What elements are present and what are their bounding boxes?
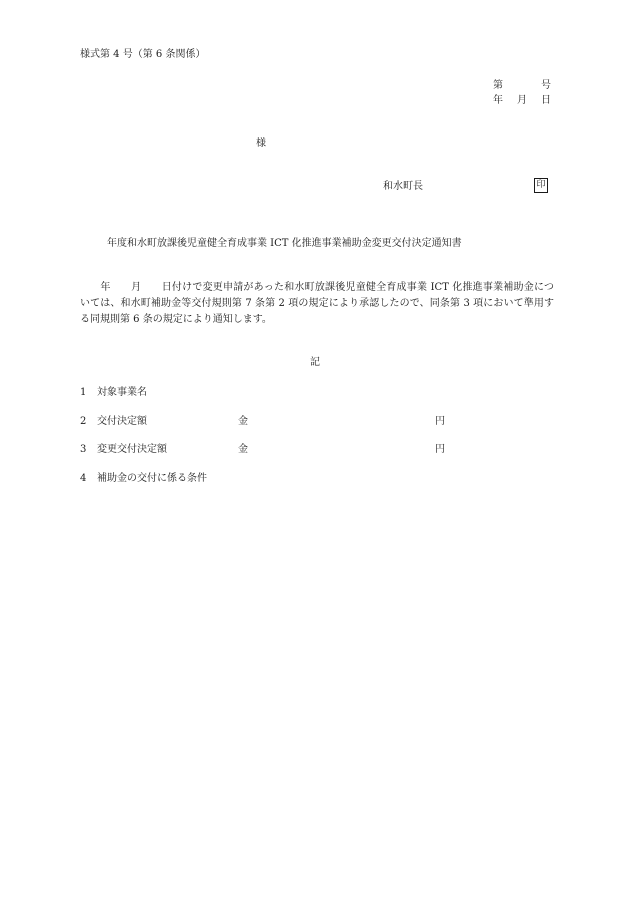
issuer-title: 和水町長 bbox=[383, 181, 423, 192]
list-item-number: 3 bbox=[80, 444, 87, 455]
note-heading: 記 bbox=[310, 357, 320, 368]
seal-mark: 印 bbox=[534, 178, 548, 193]
recipient-honorific: 様 bbox=[256, 138, 266, 149]
list-item-conditions bbox=[80, 472, 207, 485]
list-item-label: 補助金の交付に係る条件 bbox=[97, 473, 207, 484]
list-item-number: 4 bbox=[80, 473, 87, 484]
currency-unit: 円 bbox=[435, 416, 445, 427]
list-item-grant-amount bbox=[80, 415, 147, 428]
currency-prefix: 金 bbox=[238, 444, 248, 455]
list-item-label: 変更交付決定額 bbox=[97, 444, 167, 455]
form-number: 様式第 4 号（第 6 条関係） bbox=[80, 49, 206, 60]
list-item-number: 2 bbox=[80, 416, 87, 427]
list-item-target-project bbox=[80, 386, 147, 399]
currency-prefix: 金 bbox=[238, 416, 248, 427]
issue-number-prefix: 第 bbox=[493, 80, 503, 91]
issue-number-suffix: 号 bbox=[541, 80, 551, 91]
list-item-label: 対象事業名 bbox=[97, 387, 147, 398]
issue-date-month: 月 bbox=[517, 95, 527, 106]
list-item-number: 1 bbox=[80, 387, 87, 398]
body-paragraph: 年 月 日付けで変更申請があった和水町放課後児童健全育成事業 ICT 化推進事業補助金については、和水町補助金等交付規則第 7 条第 2 項の規定により承認したので、同条第 3 項において準用する同規則第 6 条の規定により通知します。 bbox=[80, 282, 554, 325]
list-item-changed-amount bbox=[80, 443, 167, 456]
issue-date-year: 年 bbox=[493, 95, 503, 106]
issue-date-day: 日 bbox=[541, 95, 551, 106]
document-title: 年度和水町放課後児童健全育成事業 ICT 化推進事業補助金変更交付決定通知書 bbox=[107, 238, 462, 249]
list-item-label: 交付決定額 bbox=[97, 416, 147, 427]
currency-unit: 円 bbox=[435, 444, 445, 455]
